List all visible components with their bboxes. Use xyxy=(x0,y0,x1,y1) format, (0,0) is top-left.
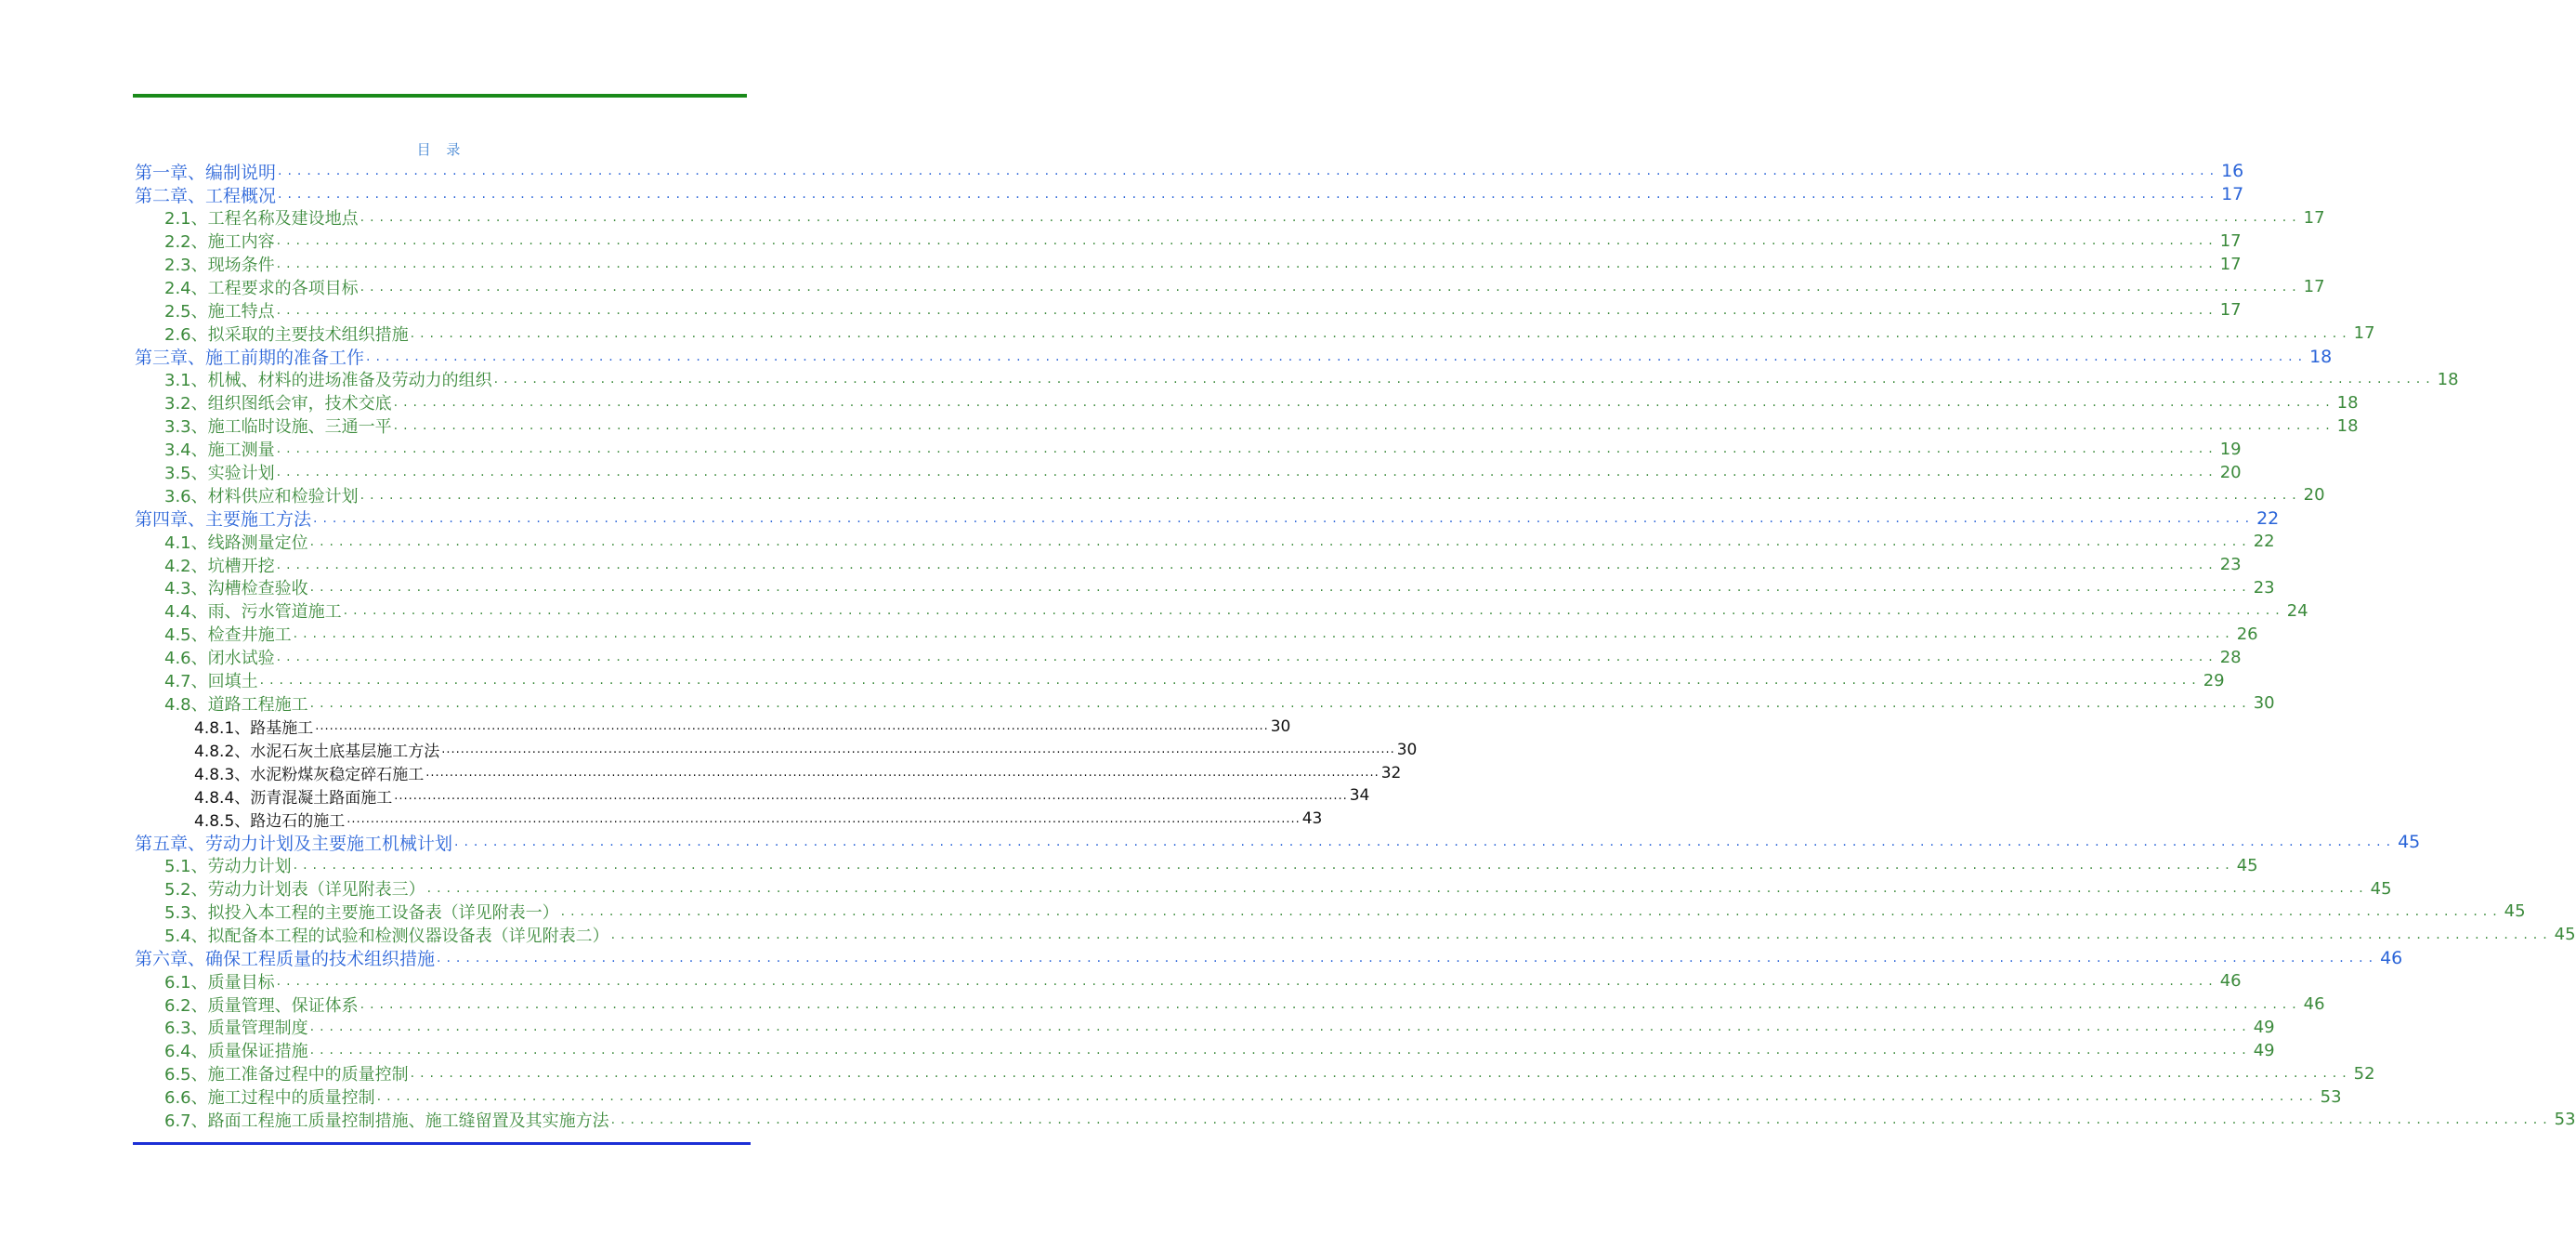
toc-entry-label: 4.7、回填土 xyxy=(164,672,258,692)
toc-entry-label: 5.2、劳动力计划表（详见附表三） xyxy=(164,880,425,901)
toc-entry[interactable] xyxy=(135,1109,2576,1132)
table-of-contents xyxy=(135,160,2576,1131)
toc-entry-label: 第二章、工程概况 xyxy=(135,185,277,206)
toc-dot-leader: ........................................................................................................................................................................................................ xyxy=(343,603,2285,619)
toc-page-number: 20 xyxy=(2303,485,2325,506)
toc-entry[interactable] xyxy=(135,438,2242,461)
toc-entry-label: 4.8.4、沥青混凝土路面施工 xyxy=(194,789,393,808)
toc-entry-label: 3.5、实验计划 xyxy=(164,464,275,484)
toc-entry-label: 2.2、施工内容 xyxy=(164,232,275,253)
toc-page-number: 45 xyxy=(2554,925,2576,945)
toc-page-number: 52 xyxy=(2353,1063,2375,1084)
toc-dot-leader: ........................................................................................................................................................................................................ xyxy=(360,487,2302,503)
toc-dot-leader: ........................................................................................................................................................................................................ xyxy=(454,835,2397,850)
toc-entry-label: 4.3、沟槽检查验收 xyxy=(164,579,308,599)
toc-dot-leader: ........................................................................................................................................................................................................ xyxy=(293,858,2235,874)
toc-entry-label: 2.4、工程要求的各项目标 xyxy=(164,278,359,298)
toc-page-number: 45 xyxy=(2370,878,2392,899)
toc-dot-leader: ........................................................................................................................................................................................................ xyxy=(309,533,2252,549)
toc-entry-label: 4.8.1、路基施工 xyxy=(194,719,314,739)
toc-entry[interactable] xyxy=(135,298,2242,322)
toc-entry-label: 2.6、拟采取的主要技术组织措施 xyxy=(164,324,409,345)
toc-entry-label: 2.5、施工特点 xyxy=(164,301,275,322)
toc-dot-leader: ........................................................................................................................................................................................................ xyxy=(560,903,2503,919)
toc-page-number: 46 xyxy=(2303,994,2325,1014)
toc-entry[interactable] xyxy=(135,946,2403,970)
toc-entry-label: 4.2、坑槽开挖 xyxy=(164,556,275,576)
toc-page-number: 23 xyxy=(2219,555,2242,575)
toc-page-number: 53 xyxy=(2554,1110,2576,1130)
toc-dot-leader: ........................................................................................................................................................................................................ xyxy=(276,441,2218,457)
toc-entry-label: 3.3、施工临时设施、三通一平 xyxy=(164,417,392,438)
toc-dot-leader: ........................................................................................................................................................................................................ xyxy=(293,626,2235,642)
toc-dot-leader: ........................................................................................................................................................................................................ xyxy=(441,743,1395,757)
toc-page-number: 17 xyxy=(2219,230,2242,251)
toc-page-number: 17 xyxy=(2219,254,2242,274)
toc-dot-leader: ........................................................................................................................................................................................................ xyxy=(313,510,2256,526)
toc-entry[interactable] xyxy=(135,901,2526,924)
toc-entry-label: 4.1、线路测量定位 xyxy=(164,532,308,553)
toc-dot-leader: ........................................................................................................................................................................................................ xyxy=(276,256,2218,271)
toc-entry-label: 6.7、路面工程施工质量控制措施、施工缝留置及其实施方法 xyxy=(164,1111,609,1131)
toc-entry[interactable] xyxy=(135,160,2244,183)
toc-entry-label: 6.3、质量管理制度 xyxy=(164,1019,308,1039)
toc-entry-label: 4.6、闭水试验 xyxy=(164,649,275,669)
toc-dot-leader: ........................................................................................................................................................................................................ xyxy=(410,325,2352,341)
toc-entry[interactable] xyxy=(135,877,2392,901)
toc-dot-leader: ........................................................................................................................................................................................................ xyxy=(393,418,2335,434)
toc-entry-label: 4.4、雨、污水管道施工 xyxy=(164,602,342,623)
toc-entry[interactable] xyxy=(135,854,2258,877)
toc-entry[interactable] xyxy=(135,738,1418,762)
toc-page-number: 17 xyxy=(2303,207,2325,228)
toc-dot-leader: ........................................................................................................................................................................................................ xyxy=(610,1111,2553,1127)
toc-entry-label: 5.4、拟配备本工程的试验和检测仪器设备表（详见附表二） xyxy=(164,926,609,946)
toc-page-number: 26 xyxy=(2236,624,2258,644)
toc-entry-label: 第四章、主要施工方法 xyxy=(135,509,312,531)
toc-page-number: 53 xyxy=(2320,1086,2342,1107)
toc-entry[interactable] xyxy=(135,322,2375,345)
toc-page-number: 22 xyxy=(2256,507,2280,529)
toc-page-number: 32 xyxy=(1380,763,1402,782)
toc-dot-leader: ........................................................................................................................................................................................................ xyxy=(276,557,2218,572)
toc-dot-leader: ........................................................................................................................................................................................................ xyxy=(425,766,1380,781)
toc-page-number: 17 xyxy=(2219,300,2242,321)
toc-page-number: 34 xyxy=(1349,786,1370,806)
toc-entry[interactable] xyxy=(135,969,2242,993)
toc-entry[interactable] xyxy=(135,530,2275,553)
toc-entry[interactable] xyxy=(135,253,2242,276)
toc-entry-label: 4.8.2、水泥石灰土底基层施工方法 xyxy=(194,743,440,762)
toc-entry[interactable] xyxy=(135,623,2258,646)
toc-entry[interactable] xyxy=(135,461,2242,484)
toc-entry-label: 4.8、道路工程施工 xyxy=(164,694,308,715)
toc-page-number: 30 xyxy=(2253,693,2275,714)
toc-dot-leader: ........................................................................................................................................................................................................ xyxy=(309,580,2252,596)
toc-dot-leader: ........................................................................................................................................................................................................ xyxy=(366,348,2308,364)
toc-page-number: 20 xyxy=(2219,462,2242,482)
toc-page-number: 46 xyxy=(2380,947,2403,968)
toc-page-number: 17 xyxy=(2353,323,2375,344)
toc-page-number: 18 xyxy=(2336,392,2359,413)
toc-entry[interactable] xyxy=(135,206,2325,230)
toc-page-number: 17 xyxy=(2303,277,2325,297)
toc-entry[interactable] xyxy=(135,345,2333,369)
toc-page-number: 45 xyxy=(2398,832,2421,853)
toc-dot-leader: ........................................................................................................................................................................................................ xyxy=(437,950,2379,966)
toc-dot-leader: ........................................................................................................................................................................................................ xyxy=(276,973,2218,989)
toc-entry-label: 3.2、组织图纸会审，技术交底 xyxy=(164,394,392,414)
toc-entry-label: 6.4、质量保证措施 xyxy=(164,1042,308,1062)
toc-entry[interactable] xyxy=(135,576,2275,599)
toc-entry-label: 3.1、机械、材料的进场准备及劳动力的组织 xyxy=(164,371,492,391)
toc-entry-label: 第一章、编制说明 xyxy=(135,162,277,183)
toc-page-number: 29 xyxy=(2203,670,2225,690)
toc-dot-leader: ........................................................................................................................................................................................................ xyxy=(259,673,2202,689)
toc-entry[interactable] xyxy=(135,761,1402,785)
toc-page-number: 45 xyxy=(2236,855,2258,875)
toc-entry[interactable] xyxy=(135,368,2459,391)
toc-page-number: 19 xyxy=(2219,439,2242,459)
toc-page-number: 49 xyxy=(2253,1040,2275,1060)
toc-entry-label: 4.8.3、水泥粉煤灰稳定碎石施工 xyxy=(194,766,425,785)
top-rule xyxy=(133,94,747,98)
toc-entry[interactable] xyxy=(135,669,2225,692)
toc-dot-leader: ........................................................................................................................................................................................................ xyxy=(276,465,2218,480)
toc-entry[interactable] xyxy=(135,784,1370,808)
toc-entry-label: 2.1、工程名称及建设地点 xyxy=(164,209,359,230)
toc-entry-label: 5.1、劳动力计划 xyxy=(164,857,292,877)
toc-entry[interactable] xyxy=(135,1039,2275,1062)
toc-dot-leader: ........................................................................................................................................................................................................ xyxy=(309,695,2252,711)
toc-entry-label: 6.2、质量管理、保证体系 xyxy=(164,995,359,1016)
toc-dot-leader: ........................................................................................................................................................................................................ xyxy=(360,996,2302,1012)
toc-entry[interactable] xyxy=(135,391,2359,414)
toc-page-number: 28 xyxy=(2219,647,2242,667)
toc-dot-leader: ........................................................................................................................................................................................................ xyxy=(276,650,2218,665)
toc-entry-label: 第六章、确保工程质量的技术组织措施 xyxy=(135,949,436,970)
toc-entry-label: 3.6、材料供应和检验计划 xyxy=(164,486,359,506)
toc-dot-leader: ........................................................................................................................................................................................................ xyxy=(276,302,2218,318)
toc-dot-leader: ........................................................................................................................................................................................................ xyxy=(315,719,1269,734)
toc-dot-leader: ........................................................................................................................................................................................................ xyxy=(610,927,2553,942)
toc-entry[interactable] xyxy=(135,230,2242,253)
toc-dot-leader: ........................................................................................................................................................................................................ xyxy=(393,395,2335,411)
toc-entry[interactable] xyxy=(135,691,2275,715)
toc-entry-label: 6.5、施工准备过程中的质量控制 xyxy=(164,1065,409,1085)
toc-entry[interactable] xyxy=(135,923,2576,946)
toc-page-number: 22 xyxy=(2253,532,2275,552)
toc-entry[interactable] xyxy=(135,1062,2375,1085)
toc-entry-label: 6.6、施工过程中的质量控制 xyxy=(164,1088,375,1109)
toc-dot-leader: ........................................................................................................................................................................................................ xyxy=(278,164,2220,179)
toc-entry[interactable] xyxy=(135,646,2242,669)
toc-entry[interactable] xyxy=(135,275,2325,298)
toc-dot-leader: ........................................................................................................................................................................................................ xyxy=(493,372,2436,388)
toc-entry[interactable] xyxy=(135,1016,2275,1039)
toc-entry[interactable] xyxy=(135,993,2325,1016)
bottom-rule xyxy=(133,1142,751,1145)
toc-page-number: 46 xyxy=(2219,971,2242,992)
toc-dot-leader: ........................................................................................................................................................................................................ xyxy=(309,1019,2252,1035)
toc-dot-leader: ........................................................................................................................................................................................................ xyxy=(426,881,2369,897)
toc-page-number: 18 xyxy=(2336,415,2359,436)
toc-entry[interactable] xyxy=(135,553,2242,576)
toc-entry-label: 第五章、劳动力计划及主要施工机械计划 xyxy=(135,833,453,854)
toc-dot-leader: ........................................................................................................................................................................................................ xyxy=(376,1089,2319,1105)
toc-entry-label: 4.5、检查井施工 xyxy=(164,625,292,646)
toc-dot-leader: ........................................................................................................................................................................................................ xyxy=(347,811,1301,826)
toc-entry-label: 6.1、质量目标 xyxy=(164,972,275,993)
toc-dot-leader: ........................................................................................................................................................................................................ xyxy=(360,210,2302,226)
toc-page-number: 43 xyxy=(1301,809,1323,829)
toc-dot-leader: ........................................................................................................................................................................................................ xyxy=(278,187,2220,203)
toc-entry[interactable] xyxy=(135,414,2359,438)
toc-entry[interactable] xyxy=(135,715,1291,739)
toc-dot-leader: ........................................................................................................................................................................................................ xyxy=(360,279,2302,295)
toc-title: 目 录 xyxy=(416,141,466,158)
toc-page-number: 23 xyxy=(2253,577,2275,598)
toc-page-number: 49 xyxy=(2253,1017,2275,1037)
toc-page-number: 45 xyxy=(2504,901,2526,922)
toc-entry-label: 第三章、施工前期的准备工作 xyxy=(135,348,365,369)
toc-page-number: 30 xyxy=(1270,717,1291,736)
toc-page-number: 18 xyxy=(2309,346,2333,367)
toc-page-number: 16 xyxy=(2221,161,2244,182)
toc-dot-leader: ........................................................................................................................................................................................................ xyxy=(410,1066,2352,1082)
toc-entry-label: 3.4、施工测量 xyxy=(164,440,275,461)
toc-page-number: 17 xyxy=(2221,184,2244,205)
toc-dot-leader: ........................................................................................................................................................................................................ xyxy=(394,788,1348,803)
toc-entry[interactable] xyxy=(135,808,1323,831)
toc-page-number: 30 xyxy=(1396,740,1418,759)
toc-dot-leader: ........................................................................................................................................................................................................ xyxy=(309,1043,2252,1058)
toc-entry[interactable] xyxy=(135,599,2308,623)
toc-entry[interactable] xyxy=(135,506,2280,531)
toc-entry[interactable] xyxy=(135,831,2421,854)
toc-page-number: 24 xyxy=(2286,600,2308,621)
toc-page-number: 18 xyxy=(2437,369,2459,389)
toc-entry-label: 4.8.5、路边石的施工 xyxy=(194,811,346,831)
toc-dot-leader: ........................................................................................................................................................................................................ xyxy=(276,233,2218,249)
toc-entry[interactable] xyxy=(135,1085,2342,1109)
toc-entry-label: 5.3、拟投入本工程的主要施工设备表（详见附表一） xyxy=(164,902,559,923)
toc-entry-label: 2.3、现场条件 xyxy=(164,256,275,276)
toc-entry[interactable] xyxy=(135,183,2244,206)
toc-entry[interactable] xyxy=(135,483,2325,506)
